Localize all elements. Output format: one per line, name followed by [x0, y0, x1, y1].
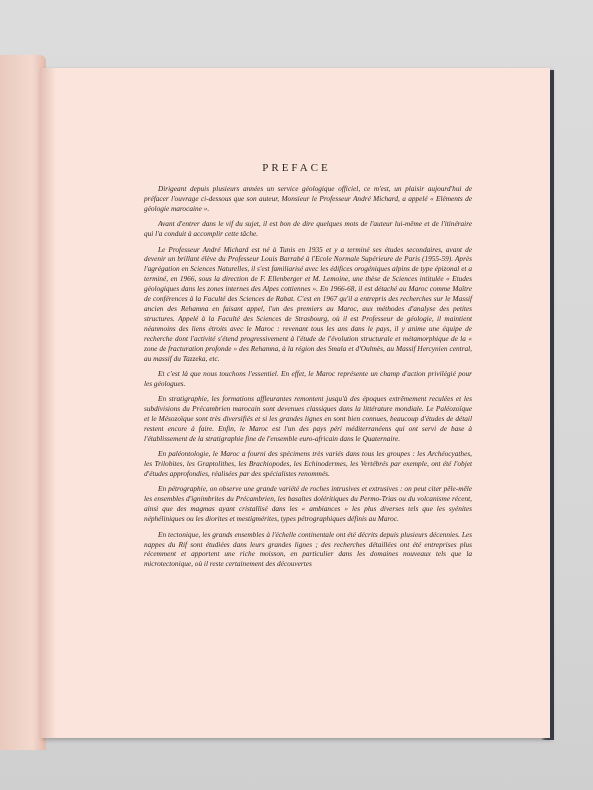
paragraph: En paléontologie, le Maroc a fourni des spécimens très variés dans tous les groupes : les Archéocyathes, les Trilobites, les Graptolithes, les Brachiopodes, les Echinodermes, les Vertébrés par exemple, ont été l'objet d'études approfondies, réalisées par des spécialistes renommés.: [144, 449, 472, 479]
paragraph: En pétrographie, on observe une grande variété de roches intrusives et extrusives : on peut citer pêle-mêle les ensembles d'ignimbrites du Précambrien, les basaltes doléritiques du Permo-Trias ou du volcanisme récent, ainsi que des magmas ayant cristallisé dans les « ambiances » les plus diverses tels que les syénites néphéliniques ou les diorites et mestigmérites, types pétrographiques définis au Maroc.: [144, 484, 472, 524]
paragraph: En tectonique, les grands ensembles à l'échelle continentale ont été décrits depuis plusieurs décennies. Les nappes du Rif sont étudiées dans leurs grandes lignes ; des recherches détaillées ont été entreprises plus récemment et apportent une riche moisson, en particulier dans les domaines nouveaux tels que la microtectonique, où il reste certainement des découvertes: [144, 529, 472, 569]
paragraph: Et c'est là que nous touchons l'essentiel. En effet, le Maroc représente un champ d'action privilégié pour les géologues.: [144, 368, 472, 388]
paragraph: En stratigraphie, les formations affleurantes remontent jusqu'à des époques extrêmement reculées et les subdivisions du Précambrien marocain sont devenues classiques dans la littérature mondiale. Le Paléozoïque et le Mésozoïque sont très diversifiés et si les grandes lignes en sont bien connues, beaucoup d'études de détail restent encore à faire. Enfin, le Maroc est l'un des pays péri méditerranéens qui ont servi de base à l'établissement de la stratigraphie fine de l'ensemble euro-africain dans le Quaternaire.: [144, 394, 472, 443]
paragraph: Avant d'entrer dans le vif du sujet, il est bon de dire quelques mots de l'auteur lui-même et de l'itinéraire qui l'a conduit à accomplir cette tâche.: [144, 219, 472, 239]
paragraph: Le Professeur André Michard est né à Tunis en 1935 et y a terminé ses études secondaires, avant de devenir un brillant élève du Professeur Louis Barrabé à l'Ecole Normale Supérieure de Paris (1955-59). Après l'agrégation en Sciences Naturelles, il s'est familiarisé avec les édifices orogéniques alpins de type épizonal et a terminé, en 1966, sous la direction de F. Ellenberger et M. Lemoine, une thèse de Sciences intitulée « Etudes géologiques dans les zones internes des Alpes cottiennes ». En 1966-68, il est détaché au Maroc comme Maître de conférences à la Faculté des Sciences de Rabat. C'est en 1967 qu'il a entrepris des recherches sur le Massif ancien des Rehamna en faisant appel, l'un des premiers au Maroc, aux méthodes d'analyse des petites structures. Appelé à la Faculté des Sciences de Strasbourg, où il est Professeur de géologie, il maintient néanmoins des liens étroits avec le Maroc : revenant tous les ans dans le pays, il y anime une équipe de recherche dont l'activité s'étend progressivement à l'étude de l'évolution structurale et métamorphique de la « zone de fracturation profonde » des Rehamna, à la région des Smala et d'Oulmès, au Massif Hercynien central, au massif du Tazzeka, etc.: [144, 244, 472, 363]
preface-body: [144, 184, 472, 575]
page-title: PREFACE: [262, 162, 331, 174]
paragraph: Dirigeant depuis plusieurs années un service géologique officiel, ce m'est, un plaisir aujourd'hui de préfacer l'ouvrage ci-dessous que son auteur, Monsieur le Professeur André Michard, a appelé « Eléments de géologie marocaine ».: [144, 184, 472, 213]
